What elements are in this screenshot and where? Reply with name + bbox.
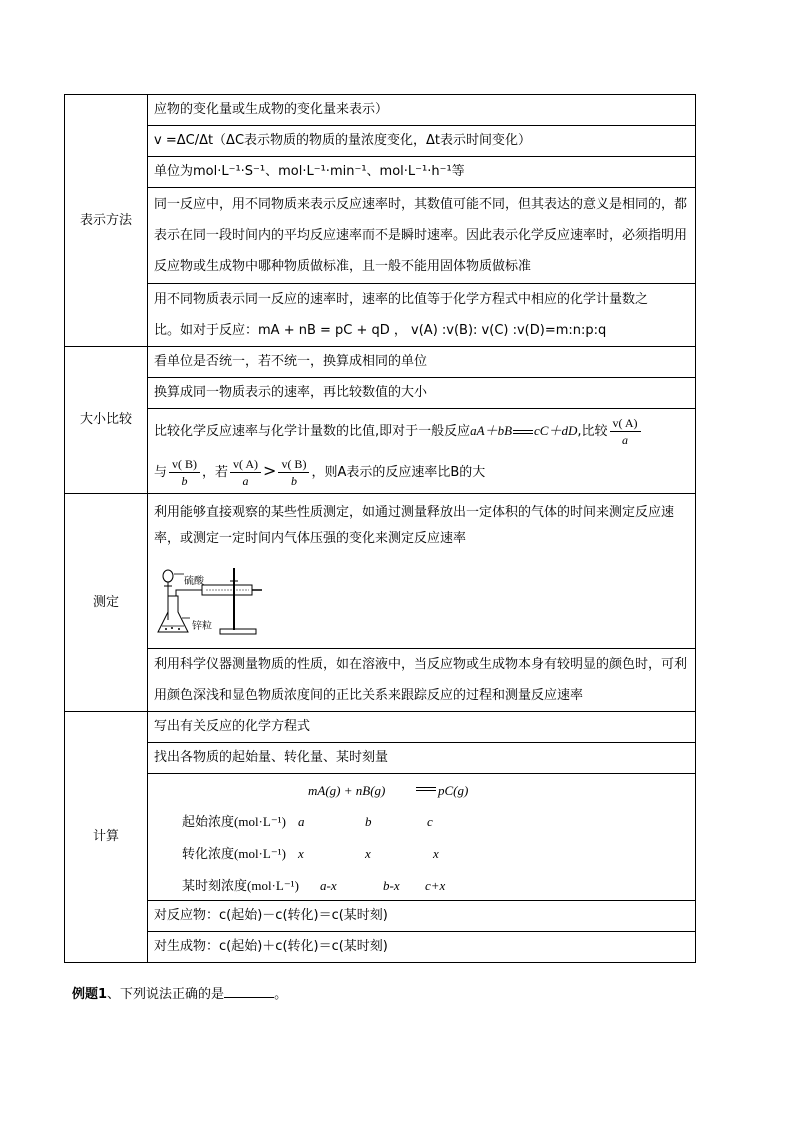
calc-table-cell — [148, 774, 696, 901]
category-expression: 表示方法 — [65, 95, 148, 347]
calc-label: 某时刻浓度(mol·L⁻¹) — [182, 878, 299, 893]
row-text: 看单位是否统一，若不统一，换算成相同的单位 — [148, 347, 696, 378]
fraction-va-over-a: $\frac{v( A)}{a}$ — [610, 415, 641, 448]
sulfuric-acid-label: 硫酸 — [184, 576, 204, 587]
calc-value: b-x — [383, 878, 400, 893]
greater-than-sign: > — [263, 461, 277, 480]
row-text: ,比较 — [577, 424, 608, 439]
row-text: ，若 — [202, 465, 229, 480]
row-text: 换算成同一物质表示的速率，再比较数值的大小 — [148, 378, 696, 409]
row-text — [148, 284, 696, 347]
row-text: 利用科学仪器测量物质的性质，如在溶液中，当反应物或生成物本身有较明显的颜色时，可利用颜色深浅和显色物质浓度间的正比关系来跟踪反应的过程和测量反应速率 — [148, 649, 696, 712]
example-question — [72, 983, 287, 1002]
row-text: 同一反应中，用不同物质来表示反应速率时，其数值可能不同，但其表达的意义是相同的，都表示在同一段时间内的平均反应速率而不是瞬时速率。因此表示化学反应速率时，必须指明用反应物或生成物中哪种物质做标准，且一般不能用固体物质做标准 — [148, 188, 696, 284]
row-text: v =ΔC/Δt（ΔC表示物质的物质的量浓度变化，Δt表示时间变化） — [148, 126, 696, 157]
row-text: 单位为mol·L⁻¹·S⁻¹、mol·L⁻¹·min⁻¹、mol·L⁻¹·h⁻¹等 — [148, 157, 696, 188]
calc-equation-right: pC(g) — [438, 783, 469, 798]
row-line: 用不同物质表示同一反应的速率时，速率的比值等于化学方程式中相应的化学计量数之 — [154, 292, 649, 307]
apparatus-illustration — [154, 566, 274, 638]
compare-formula-cell — [148, 409, 696, 494]
calc-value: b — [365, 814, 372, 829]
calc-value: c+x — [425, 878, 446, 893]
row-text: 与 — [154, 465, 168, 480]
fraction-vb-over-b: $\frac{v( B)}{b}$ — [169, 456, 200, 489]
row-line: 比。如对于反应：mA + nB = pC + qD ， v(A) :v(B): v(C) :v(D)=m:n:p:q — [154, 323, 607, 338]
answer-blank[interactable] — [224, 985, 274, 998]
calc-equation-left: mA(g) + nB(g) — [308, 783, 386, 798]
eq-left: aA＋bB — [470, 423, 513, 438]
row-text: 比较化学反应速率与化学计量数的比值,即对于一般反应 — [154, 424, 471, 439]
equilibrium-sign — [513, 430, 533, 434]
calc-value: a-x — [320, 878, 337, 893]
measure-cell — [148, 494, 696, 649]
row-text: 对生成物：c(起始)＋c(转化)＝c(某时刻) — [148, 932, 696, 963]
equilibrium-sign — [416, 787, 436, 791]
summary-table — [64, 94, 696, 963]
calc-value: a — [298, 814, 305, 829]
row-text: 对反应物：c(起始)－c(转化)＝c(某时刻) — [148, 901, 696, 932]
fraction-vb-over-b: $\frac{v( B)}{b}$ — [278, 456, 309, 489]
row-text: 利用能够直接观察的某些性质测定，如通过测量释放出一定体积的气体的时间来测定反应速率，或测定一定时间内气体压强的变化来测定反应速率 — [154, 505, 675, 546]
calc-label: 转化浓度(mol·L⁻¹) — [182, 846, 286, 861]
zinc-label: 锌粒 — [192, 621, 212, 632]
example-end: 。 — [274, 987, 288, 1002]
category-compare: 大小比较 — [65, 347, 148, 494]
row-text: ，则A表示的反应速率比B的大 — [311, 465, 486, 480]
category-calc: 计算 — [65, 712, 148, 963]
calc-value: c — [427, 814, 433, 829]
fraction-va-over-a: $\frac{v( A)}{a}$ — [230, 456, 261, 489]
category-measure: 测定 — [65, 494, 148, 712]
eq-right: cC＋dD — [534, 423, 578, 438]
row-text: 找出各物质的起始量、转化量、某时刻量 — [148, 743, 696, 774]
row-text: 写出有关反应的化学方程式 — [148, 712, 696, 743]
calc-value: x — [365, 846, 371, 861]
example-text: 、下列说法正确的是 — [107, 987, 225, 1002]
example-label: 例题1 — [72, 987, 108, 1002]
calc-label: 起始浓度(mol·L⁻¹) — [182, 814, 286, 829]
calc-value: x — [298, 846, 304, 861]
calc-value: x — [433, 846, 439, 861]
row-text: 应物的变化量或生成物的变化量来表示） — [148, 95, 696, 126]
